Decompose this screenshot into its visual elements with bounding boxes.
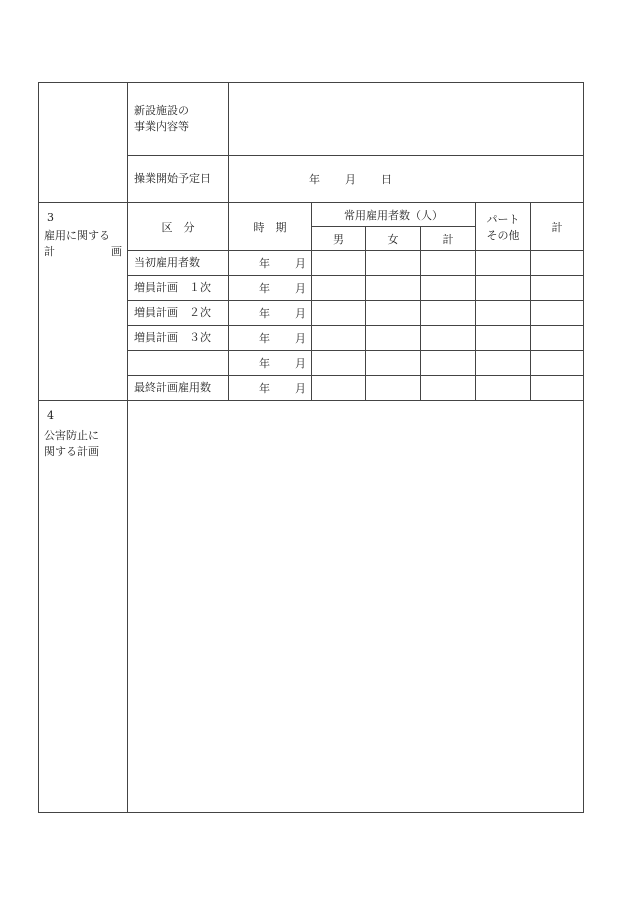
row-part-cell[interactable] xyxy=(476,376,531,401)
row-male-cell[interactable] xyxy=(312,351,366,376)
row-subtotal-cell[interactable] xyxy=(421,351,476,376)
row-period[interactable]: 年 月 xyxy=(229,301,312,326)
header-part-other xyxy=(476,203,531,251)
header-male: 男 xyxy=(312,227,366,251)
employment-section-title-line1: 雇用に関する xyxy=(44,229,110,242)
row-label: 最終計画雇用数 xyxy=(128,376,229,401)
business-content-label-line1: 新設施設の xyxy=(134,104,189,117)
row-label: 増員計画 ３次 xyxy=(128,326,229,351)
row-period[interactable]: 年 月 xyxy=(229,326,312,351)
header-category: 区 分 xyxy=(128,203,229,251)
start-date-label: 操業開始予定日 xyxy=(128,156,229,203)
row-female-cell[interactable] xyxy=(366,276,421,301)
row-label[interactable] xyxy=(128,351,229,376)
pollution-section-number: 4 xyxy=(47,409,54,422)
row-total-cell[interactable] xyxy=(531,276,584,301)
row-period[interactable]: 年 月 xyxy=(229,376,312,401)
pollution-section-label xyxy=(39,401,128,813)
row-female-cell[interactable] xyxy=(366,351,421,376)
header-total: 計 xyxy=(531,203,584,251)
row-subtotal-cell[interactable] xyxy=(421,326,476,351)
header-female: 女 xyxy=(366,227,421,251)
pollution-section-title-line2: 関する計画 xyxy=(44,445,99,458)
plan-form-table xyxy=(38,82,584,813)
start-date-day-unit: 日 xyxy=(381,173,392,186)
row-male-cell[interactable] xyxy=(312,301,366,326)
employment-section-number: 3 xyxy=(47,211,54,224)
row-part-cell[interactable] xyxy=(476,326,531,351)
business-content-label-line2: 事業内容等 xyxy=(134,120,189,133)
row-male-cell[interactable] xyxy=(312,251,366,276)
row-subtotal-cell[interactable] xyxy=(421,376,476,401)
row-female-cell[interactable] xyxy=(366,376,421,401)
row-male-cell[interactable] xyxy=(312,326,366,351)
header-period: 時 期 xyxy=(229,203,312,251)
row-female-cell[interactable] xyxy=(366,301,421,326)
row-total-cell[interactable] xyxy=(531,376,584,401)
header-part-line1: パート xyxy=(486,212,520,226)
row-part-cell[interactable] xyxy=(476,276,531,301)
row-period[interactable]: 年 月 xyxy=(229,276,312,301)
row-total-cell[interactable] xyxy=(531,326,584,351)
row-subtotal-cell[interactable] xyxy=(421,251,476,276)
header-subtotal: 計 xyxy=(421,227,476,251)
start-date-month-unit: 月 xyxy=(345,173,356,186)
row-male-cell[interactable] xyxy=(312,376,366,401)
application-form-page xyxy=(38,82,583,817)
row-part-cell[interactable] xyxy=(476,251,531,276)
row-part-cell[interactable] xyxy=(476,301,531,326)
business-content-field[interactable] xyxy=(229,83,584,156)
start-date-year-unit: 年 xyxy=(309,173,320,186)
start-date-field[interactable] xyxy=(229,156,584,203)
row-subtotal-cell[interactable] xyxy=(421,276,476,301)
pollution-section-title-line1: 公害防止に xyxy=(44,429,99,442)
row-male-cell[interactable] xyxy=(312,276,366,301)
row-period[interactable]: 年 月 xyxy=(229,351,312,376)
employment-section-label xyxy=(39,203,128,401)
row-period[interactable]: 年 月 xyxy=(229,251,312,276)
header-part-line2: その他 xyxy=(486,228,520,242)
header-regular-employees: 常用雇用者数（人） xyxy=(312,203,476,227)
row-total-cell[interactable] xyxy=(531,301,584,326)
pollution-plan-field[interactable] xyxy=(128,401,584,813)
row-part-cell[interactable] xyxy=(476,351,531,376)
row-total-cell[interactable] xyxy=(531,351,584,376)
row-label: 当初雇用者数 xyxy=(128,251,229,276)
row-female-cell[interactable] xyxy=(366,251,421,276)
row-total-cell[interactable] xyxy=(531,251,584,276)
business-content-label xyxy=(128,83,229,156)
row-label: 増員計画 １次 xyxy=(128,276,229,301)
row-subtotal-cell[interactable] xyxy=(421,301,476,326)
row-female-cell[interactable] xyxy=(366,326,421,351)
row-label: 増員計画 ２次 xyxy=(128,301,229,326)
section-2-left-cell xyxy=(39,83,128,203)
employment-section-title-line2: 計 画 xyxy=(44,245,122,258)
